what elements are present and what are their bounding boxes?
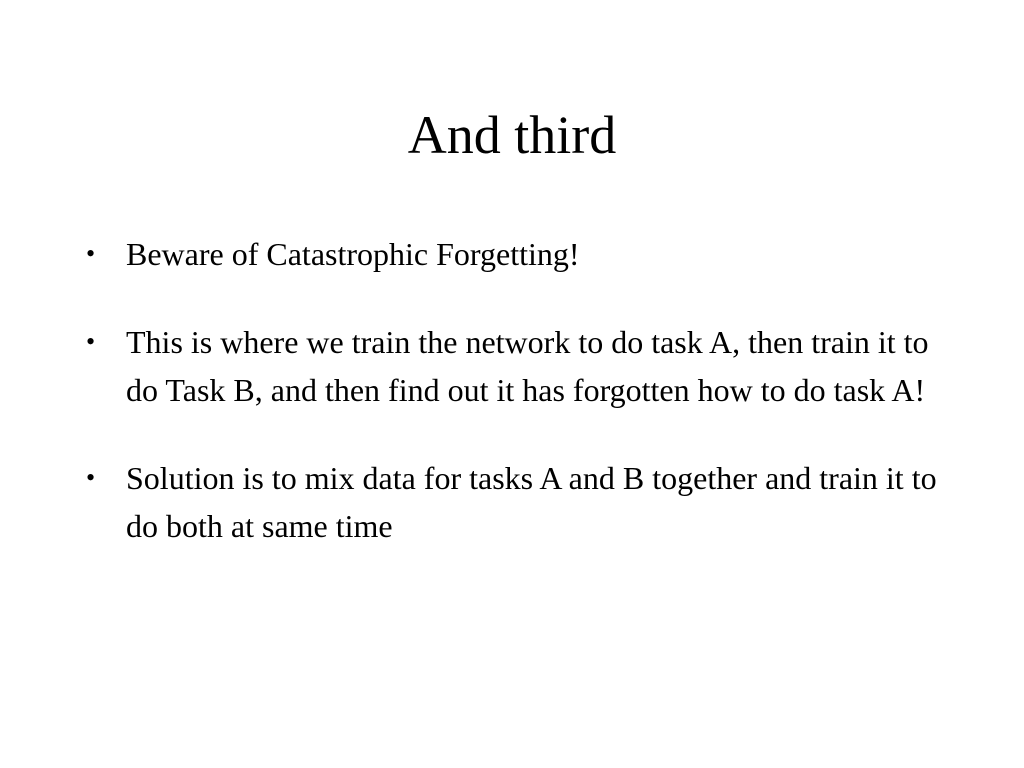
bullet-item [84,230,944,278]
bullet-icon: • [86,239,96,268]
bullet-text: Beware of Catastrophic Forgetting! [126,236,580,272]
bullet-icon: • [86,463,96,492]
bullet-item [84,318,944,414]
bullet-item [84,454,944,550]
bullet-text: This is where we train the network to do task A, then train it to do Task B, and then find out it has forgotten how to do task A! [126,324,929,408]
slide-title: And third [407,105,617,165]
bullet-icon: • [86,327,96,356]
bullet-text: Solution is to mix data for tasks A and B together and train it to do both at same time [126,460,937,544]
bullet-list [84,230,944,590]
